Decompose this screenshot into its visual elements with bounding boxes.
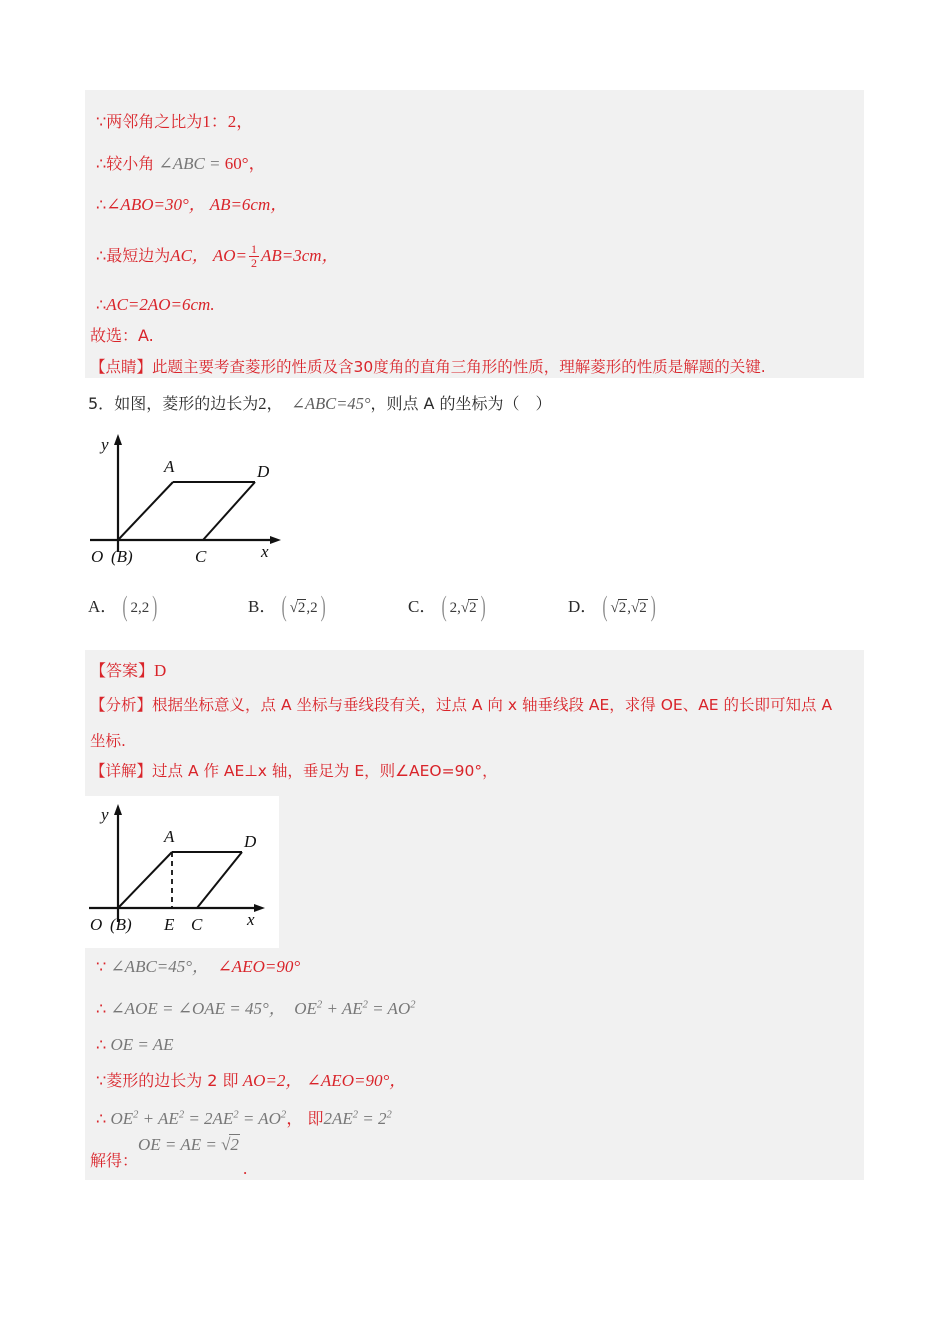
option-c-y: 2 <box>469 600 477 616</box>
solution-line-1-text: 两邻角之比为 <box>106 112 203 131</box>
therefore-symbol: ∴ <box>96 1109 107 1128</box>
option-d[interactable] <box>568 598 657 616</box>
option-b-x-radical: √2 <box>289 600 306 616</box>
question-5 <box>88 396 552 413</box>
segment-DC <box>197 852 242 908</box>
x-axis-label: x <box>261 542 269 561</box>
option-a-value: ( 2,2 ) <box>122 601 159 616</box>
proof-step-6-result <box>138 1136 240 1153</box>
option-d-x-radical: √2 <box>610 600 627 616</box>
solution-line-1 <box>96 113 253 130</box>
therefore-symbol: ∴ <box>96 999 107 1018</box>
therefore-symbol: ∴ <box>96 154 107 173</box>
key-point-text: 此题主要考查菱形的性质及含30度角的直角三角形的性质，理解菱形的性质是解题的关键. <box>152 358 766 376</box>
segment-DC <box>203 482 255 540</box>
y-axis-label: y <box>101 435 109 454</box>
option-c-letter: C． <box>408 597 437 616</box>
proof-step-1-red: ∠AEO=90° <box>217 957 301 976</box>
solution-line-3-math: ∠ABO=30°， AB=6cm， <box>106 195 288 214</box>
analysis-tag: 【分析】 <box>90 696 153 714</box>
proof-step-3 <box>96 1036 174 1053</box>
analysis-text-1: 根据坐标意义，点 A 坐标与垂线段有关，过点 A 向 x 轴垂线段 AE，求得 OE、AE 的长即可知点 A <box>152 696 833 714</box>
proof-step-2-gray: ∠AOE = ∠OAE = 45°， $OE^2 + AE^2 = AO^2$ <box>110 999 416 1018</box>
figure-2-svg <box>85 796 279 948</box>
solution-line-2-math-gray: ∠ABC = <box>158 154 221 173</box>
radical-two: √2 <box>221 1135 239 1154</box>
therefore-symbol: ∴ <box>96 246 107 265</box>
option-b-value: ( √2,2 ) <box>281 601 327 616</box>
solution-line-5 <box>96 296 215 313</box>
x-axis-arrowhead <box>254 904 265 912</box>
label-A: A <box>164 457 175 476</box>
option-b-letter: B． <box>248 597 277 616</box>
key-point-tag: 【点睛】 <box>90 358 153 376</box>
proof-step-1-gray: ∠ABC=45°， <box>110 957 210 976</box>
option-c-y-radical: √2 <box>460 600 477 616</box>
question-5-text-after: ，则点 A 的坐标为（ ） <box>370 394 552 413</box>
solution-line-2-math-red: 60°， <box>224 154 266 173</box>
answer-row <box>90 662 166 679</box>
proof-step-5 <box>96 1110 392 1127</box>
figure-rhombus-plain <box>85 424 300 576</box>
proof-step-1 <box>96 958 300 975</box>
proof-step-5-gray: $OE^2 + AE^2 = 2AE^2 = AO^2$ <box>110 1109 287 1128</box>
fraction-numerator: 1 <box>251 242 258 256</box>
answer-block-1 <box>85 90 864 378</box>
solution-line-4-math-1: AC， AO= <box>170 246 248 265</box>
detail-text-1: 过点 A 作 AE⊥x 轴，垂足为 E，则∠AEO=90°， <box>152 762 498 780</box>
proof-step-2 <box>96 1000 415 1017</box>
figure-1-svg <box>85 424 300 576</box>
x-axis-label: x <box>247 910 255 929</box>
fraction-one-half <box>249 243 259 269</box>
proof-step-6-period: . <box>243 1159 248 1178</box>
because-symbol: ∵ <box>96 112 107 131</box>
option-a[interactable] <box>88 598 158 616</box>
proof-step-5-gray-2: $2AE^2 = 2^2$ <box>323 1109 392 1128</box>
proof-step-6-gray: OE = AE = √2 <box>138 1135 239 1154</box>
segment-BA <box>118 482 173 540</box>
proof-step-4 <box>96 1072 406 1089</box>
analysis-row-1 <box>90 698 832 714</box>
radicand: 2 <box>230 1135 239 1154</box>
therefore-symbol: ∴ <box>96 1035 107 1054</box>
solution-line-2-text: 较小角 <box>106 154 155 173</box>
option-b-x: 2 <box>297 600 306 616</box>
solution-line-1-math: 1：2， <box>202 112 254 131</box>
option-a-letter: A． <box>88 597 118 616</box>
option-b-y: 2 <box>310 600 318 616</box>
chosen-answer-line: 故选：A. <box>90 326 154 345</box>
y-axis-label: y <box>101 805 109 824</box>
proof-step-5-comma: ， <box>286 1109 304 1128</box>
label-A: A <box>164 827 175 846</box>
option-c-value: ( 2,√2 ) <box>441 601 487 616</box>
option-d-y: 2 <box>639 600 647 616</box>
solution-line-4 <box>96 244 339 270</box>
proof-step-6-text: 解得： <box>90 1151 139 1170</box>
therefore-symbol: ∴ <box>96 195 107 214</box>
figure-rhombus-with-perpendicular <box>85 796 279 948</box>
proof-step-4-text: 菱形的边长为 2 即 <box>106 1071 239 1090</box>
key-point-line <box>90 360 766 376</box>
x-axis-arrowhead <box>270 536 281 544</box>
label-B: (B) <box>110 915 132 934</box>
proof-step-6 <box>90 1152 138 1169</box>
label-C: C <box>191 915 203 934</box>
solution-line-2 <box>96 155 266 172</box>
proof-step-3-gray: OE = AE <box>110 1035 174 1054</box>
option-c-x: 2 <box>449 600 458 616</box>
option-a-x: 2 <box>130 600 139 616</box>
detail-row-1 <box>90 764 498 780</box>
option-d-letter: D． <box>568 597 598 616</box>
answer-value: D <box>154 661 167 680</box>
option-a-y: 2 <box>141 600 150 616</box>
option-d-y-radical: √2 <box>631 600 647 616</box>
because-symbol: ∵ <box>96 1071 107 1090</box>
solution-line-3 <box>96 196 287 213</box>
question-5-side-length: 2， <box>258 394 283 413</box>
therefore-symbol: ∴ <box>96 295 107 314</box>
question-5-text-before: 如图，菱形的边长为 <box>114 394 259 413</box>
option-d-value: ( √2,√2 ) <box>602 601 657 616</box>
label-origin: O <box>90 915 103 934</box>
solution-line-4-math-2: AB=3cm， <box>261 246 339 265</box>
label-B: (B) <box>111 547 133 566</box>
fraction-denominator: 2 <box>251 255 258 270</box>
solution-line-4-text: 最短边为 <box>106 246 171 265</box>
solution-line-5-math: AC=2AO=6cm. <box>106 295 215 314</box>
label-C: C <box>195 547 207 566</box>
question-5-number: 5． <box>88 394 115 413</box>
label-D: D <box>257 462 270 481</box>
y-axis-arrowhead <box>114 804 122 815</box>
because-symbol: ∵ <box>96 957 107 976</box>
label-D: D <box>244 832 257 851</box>
option-b[interactable] <box>248 598 327 616</box>
proof-step-5-text: 即 <box>307 1109 324 1128</box>
answer-tag: 【答案】 <box>90 661 155 680</box>
detail-tag: 【详解】 <box>90 762 153 780</box>
question-5-angle: ∠ABC=45° <box>291 394 371 413</box>
segment-BA <box>118 852 172 908</box>
label-origin: O <box>91 547 104 566</box>
proof-step-4-red: AO=2， ∠AEO=90°， <box>242 1071 407 1090</box>
option-d-x: 2 <box>618 600 627 616</box>
label-E: E <box>164 915 175 934</box>
analysis-row-2: 坐标. <box>90 732 126 750</box>
option-c[interactable] <box>408 598 487 616</box>
y-axis-arrowhead <box>114 434 122 445</box>
